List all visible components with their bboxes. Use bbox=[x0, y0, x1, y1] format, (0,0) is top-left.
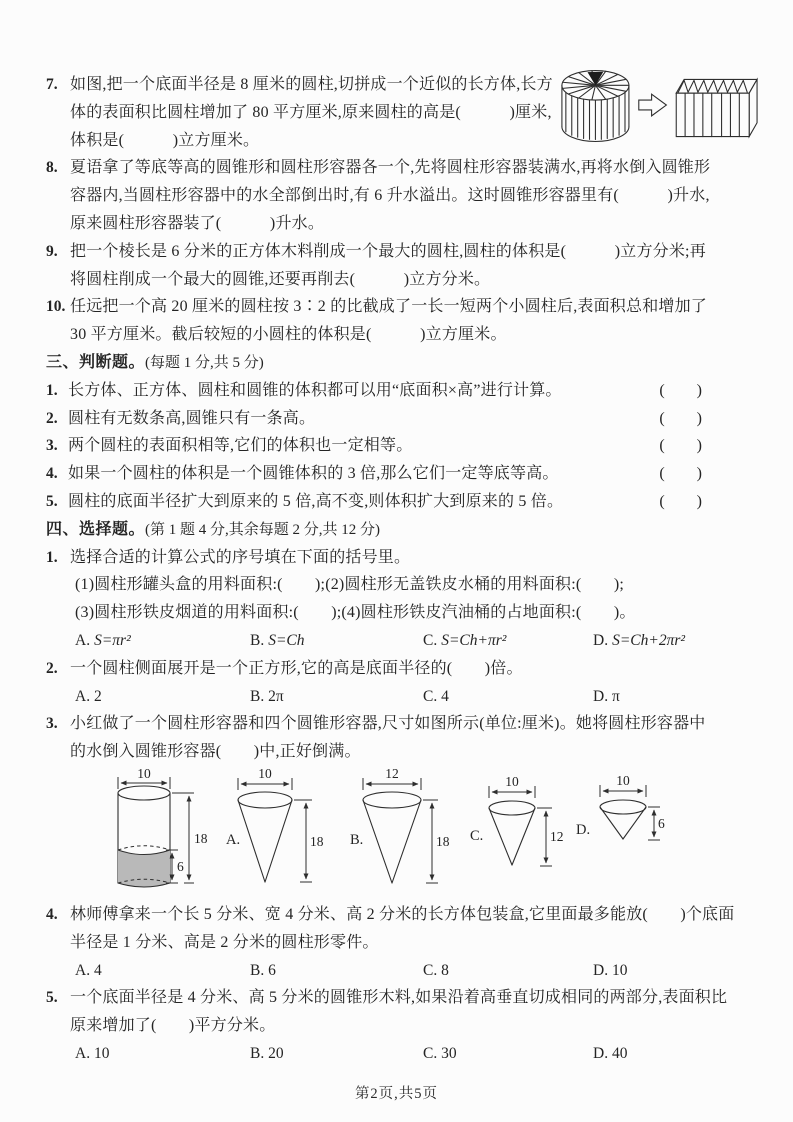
option-b: B. 2π bbox=[250, 687, 284, 705]
cone-d-height-label: 6 bbox=[658, 815, 665, 831]
option-c: C. 4 bbox=[423, 687, 449, 705]
cone-b-label: B. bbox=[350, 831, 364, 848]
cone-d-label: D. bbox=[576, 821, 591, 838]
cone-b-diameter-label: 12 bbox=[385, 765, 399, 781]
option-a bbox=[75, 627, 250, 655]
option-d: D. 40 bbox=[593, 1044, 628, 1062]
question-text-line: 体积是( )立方厘米。 bbox=[70, 131, 260, 149]
section-note: (第 1 题 4 分,其余每题 2 分,共 12 分) bbox=[145, 521, 381, 538]
question-subline: (1)圆柱形罐头盒的用料面积:( );(2)圆柱形无盖铁皮水桶的用料面积:( ); bbox=[75, 576, 625, 594]
judge-item-3 bbox=[46, 432, 746, 460]
judge-item-2 bbox=[46, 405, 746, 433]
section-judge-header bbox=[46, 349, 746, 377]
answer-bracket: ( ) bbox=[659, 409, 702, 427]
cone-d bbox=[576, 773, 665, 840]
assembled-prism bbox=[676, 79, 757, 136]
option-d bbox=[593, 627, 685, 655]
question-number: 3. bbox=[46, 715, 58, 733]
option-formula: S=Ch+πr² bbox=[441, 631, 507, 649]
option-c bbox=[423, 627, 593, 655]
cone-b bbox=[350, 766, 450, 883]
judge-item-4 bbox=[46, 460, 746, 488]
cylinder-diameter-label: 10 bbox=[137, 765, 151, 781]
choice-item-2 bbox=[46, 655, 746, 711]
answer-bracket: ( ) bbox=[659, 437, 702, 455]
question-number: 2. bbox=[46, 409, 58, 427]
cylinder-height-label: 18 bbox=[194, 830, 208, 846]
question-text-line: 的水倒入圆锥形容器( )中,正好倒满。 bbox=[70, 743, 361, 761]
option-a: A. 10 bbox=[75, 1044, 110, 1062]
answer-bracket: ( ) bbox=[659, 381, 702, 399]
question-number: 3. bbox=[46, 437, 58, 455]
options-row bbox=[70, 957, 746, 985]
judge-item-5 bbox=[46, 488, 746, 516]
question-text-line: 体的表面积比圆柱增加了 80 平方厘米,原来圆柱的高是( )厘米, bbox=[70, 103, 552, 121]
cylinder-container bbox=[118, 766, 208, 887]
question-text-line: 容器内,当圆柱形容器中的水全部倒出时,有 6 升水溢出。这时圆锥形容器里有( )升水, bbox=[70, 187, 710, 205]
judge-statement: 两个圆柱的表面积相等,它们的体积也一定相等。 bbox=[68, 437, 413, 455]
page-footer: 第2页,共5页 bbox=[354, 1086, 439, 1102]
fill-item-7 bbox=[46, 71, 746, 154]
choice-item-1 bbox=[46, 544, 746, 655]
judge-statement: 长方体、正方体、圆柱和圆锥的体积都可以用“底面积×高”进行计算。 bbox=[68, 381, 562, 399]
question-text-line: 夏语拿了等底等高的圆锥形和圆柱形容器各一个,先将圆柱形容器装满水,再将水倒入圆锥形 bbox=[70, 159, 711, 177]
question-text-line: 林师傅拿来一个长 5 分米、宽 4 分米、高 2 分米的长方体包装盒,它里面最多能放( )个底面 bbox=[70, 905, 735, 923]
question-number: 4. bbox=[46, 465, 58, 483]
judge-statement: 如果一个圆柱的体积是一个圆锥体积的 3 倍,那么它们一定等底等高。 bbox=[68, 465, 559, 483]
cone-a-label: A. bbox=[226, 831, 241, 848]
question-number: 4. bbox=[46, 905, 58, 923]
option-c: C. 30 bbox=[423, 1044, 457, 1062]
question-text-line: 一个圆柱侧面展开是一个正方形,它的高是底面半径的( )倍。 bbox=[70, 659, 523, 677]
option-c: C. 8 bbox=[423, 961, 449, 979]
cylinder-to-prism-figure bbox=[556, 67, 761, 147]
option-formula: S=Ch bbox=[268, 631, 305, 649]
question-text-line: 如图,把一个底面半径是 8 厘米的圆柱,切拼成一个近似的长方体,长方 bbox=[70, 76, 553, 93]
water-height-label: 6 bbox=[177, 858, 184, 874]
judge-item-1 bbox=[46, 377, 746, 405]
option-b: B. 6 bbox=[250, 961, 276, 979]
question-number: 10. bbox=[46, 298, 66, 316]
worksheet-content bbox=[46, 71, 746, 1068]
options-row bbox=[70, 627, 746, 655]
question-number: 8. bbox=[46, 159, 58, 177]
cone-c-diameter-label: 10 bbox=[505, 773, 519, 789]
options-row bbox=[70, 1040, 746, 1068]
section-title: 三、判断题。 bbox=[46, 353, 146, 371]
containers-figure bbox=[60, 766, 746, 901]
choice-item-4 bbox=[46, 901, 746, 984]
question-number: 5. bbox=[46, 492, 58, 510]
cylinder-and-cones-diagram bbox=[60, 766, 720, 905]
option-formula: S=πr² bbox=[94, 631, 131, 649]
option-formula: S=Ch+2πr² bbox=[612, 631, 686, 649]
question-number: 7. bbox=[46, 76, 58, 93]
option-d: D. π bbox=[593, 687, 620, 705]
question-text-line: 原来增加了( )平方分米。 bbox=[70, 1017, 276, 1035]
arrow-right-icon bbox=[639, 94, 667, 116]
cone-c-height-label: 12 bbox=[550, 828, 564, 844]
question-number: 1. bbox=[46, 548, 58, 566]
cone-b-height-label: 18 bbox=[436, 833, 450, 849]
question-text-line: 选择合适的计算公式的序号填在下面的括号里。 bbox=[70, 548, 411, 566]
question-text-line: 30 平方厘米。截后较短的小圆柱的体积是( )立方厘米。 bbox=[70, 326, 507, 344]
option-a: A. 4 bbox=[75, 961, 102, 979]
cone-d-diameter-label: 10 bbox=[616, 772, 630, 788]
question-subline: (3)圆柱形铁皮烟道的用料面积:( );(4)圆柱形铁皮汽油桶的占地面积:( )。 bbox=[75, 604, 636, 622]
judge-statement: 圆柱有无数条高,圆锥只有一条高。 bbox=[68, 409, 316, 427]
question-number: 5. bbox=[46, 989, 58, 1007]
cone-c bbox=[470, 774, 564, 866]
question-text-line: 将圆柱削成一个最大的圆锥,还要再削去( )立方分米。 bbox=[70, 270, 491, 288]
option-label: B. bbox=[250, 631, 265, 649]
choice-item-5 bbox=[46, 984, 746, 1067]
cone-a bbox=[226, 766, 324, 882]
cylinder-cut-diagram bbox=[556, 67, 761, 147]
choice-item-3 bbox=[46, 710, 746, 766]
question-text-line: 一个底面半径是 4 分米、高 5 分米的圆锥形木料,如果沿着高垂直切成相同的两部分,表面积比 bbox=[70, 989, 728, 1007]
fill-item-10 bbox=[46, 293, 746, 349]
option-label: D. bbox=[593, 631, 609, 649]
option-label: C. bbox=[423, 631, 438, 649]
section-choice-header bbox=[46, 516, 746, 544]
question-number: 1. bbox=[46, 381, 58, 399]
question-text-line: 半径是 1 分米、高是 2 分米的圆柱形零件。 bbox=[70, 933, 379, 951]
question-text-line: 把一个棱长是 6 分米的正方体木料削成一个最大的圆柱,圆柱的体积是( )立方分米;再 bbox=[70, 242, 706, 260]
cone-c-label: C. bbox=[470, 827, 484, 844]
answer-bracket: ( ) bbox=[659, 465, 702, 483]
cylinder-with-sectors bbox=[562, 71, 629, 142]
options-row bbox=[70, 683, 746, 711]
question-text-line: 任远把一个高 20 厘米的圆柱按 3∶2 的比截成了一长一短两个小圆柱后,表面积总和增加了 bbox=[70, 298, 708, 316]
option-label: A. bbox=[75, 631, 91, 649]
fill-item-9 bbox=[46, 238, 746, 294]
option-b: B. 20 bbox=[250, 1044, 284, 1062]
section-note: (每题 1 分,共 5 分) bbox=[145, 354, 264, 371]
cone-a-diameter-label: 10 bbox=[258, 765, 272, 781]
question-text-line: 小红做了一个圆柱形容器和四个圆锥形容器,尺寸如图所示(单位:厘米)。她将圆柱形容器中 bbox=[70, 715, 706, 733]
question-number: 9. bbox=[46, 242, 58, 260]
option-a: A. 2 bbox=[75, 687, 102, 705]
option-d: D. 10 bbox=[593, 961, 628, 979]
question-number: 2. bbox=[46, 659, 58, 677]
option-b bbox=[250, 627, 423, 655]
section-title: 四、选择题。 bbox=[46, 520, 146, 538]
fill-item-8 bbox=[46, 154, 746, 237]
answer-bracket: ( ) bbox=[659, 492, 702, 510]
judge-statement: 圆柱的底面半径扩大到原来的 5 倍,高不变,则体积扩大到原来的 5 倍。 bbox=[68, 492, 564, 510]
cone-a-height-label: 18 bbox=[310, 833, 324, 849]
question-text-line: 原来圆柱形容器装了( )升水。 bbox=[70, 214, 325, 232]
